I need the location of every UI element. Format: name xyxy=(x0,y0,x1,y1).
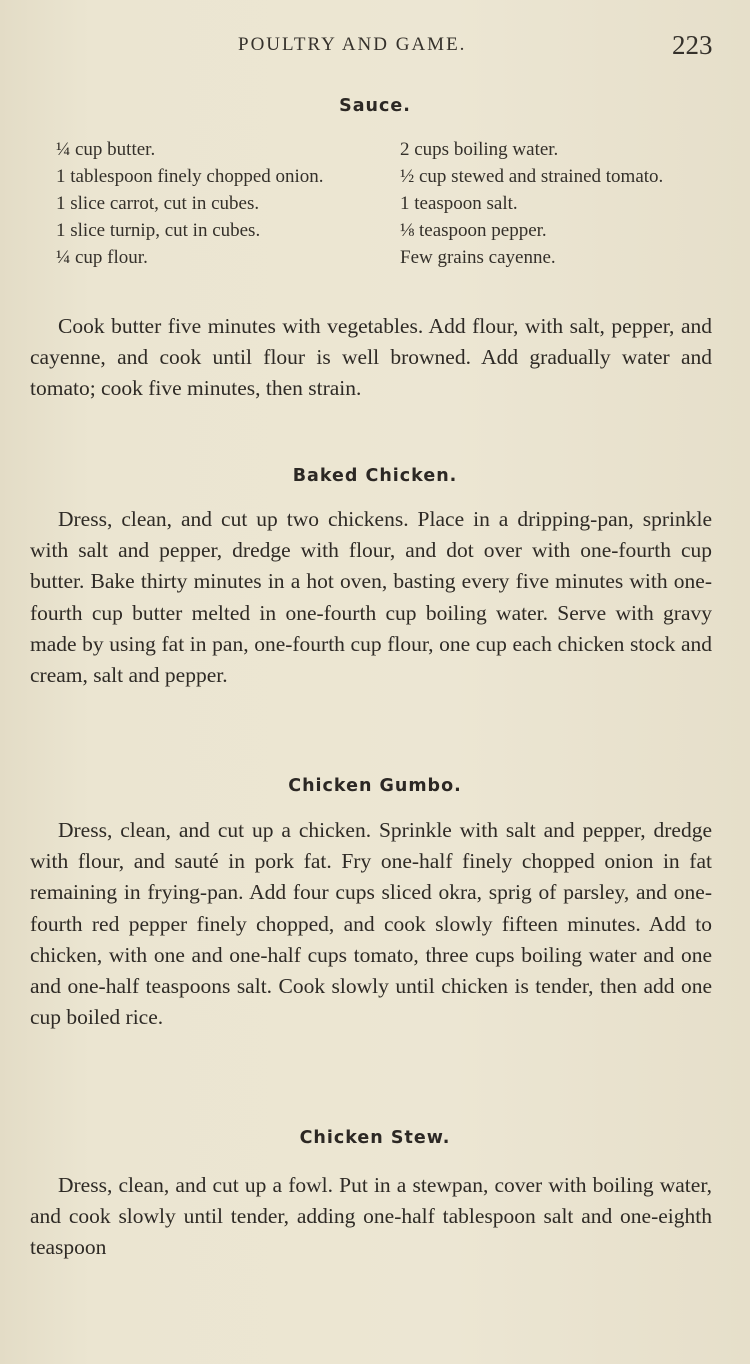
ingredient-item: ¼ cup flour. xyxy=(56,247,148,268)
ingredient-item: 1 tablespoon finely chopped onion. xyxy=(56,166,324,187)
section-heading-sauce: Sauce. xyxy=(339,96,411,116)
ingredient-list-right xyxy=(400,136,720,271)
section-heading-chicken-gumbo: Chicken Gumbo. xyxy=(288,776,462,796)
baked-chicken-method-paragraph: Dress, clean, and cut up two chickens. Place in a dripping-pan, sprinkle with salt and pepper, dredge with flour, and dot over with one-fourth cup butter. Bake thirty minutes in a hot oven, basting every five minutes with one-fourth cup butter melted in one-fourth cup boiling water. Serve with gravy made by using fat in pan, one-fourth cup flour, one cup each chicken stock and cream, salt and pepper. xyxy=(30,507,712,688)
section-heading-chicken-stew: Chicken Stew. xyxy=(299,1128,451,1148)
ingredient-item: 1 slice turnip, cut in cubes. xyxy=(56,220,261,241)
sauce-method-paragraph: Cook butter five minutes with vegetables. Add flour, with salt, pepper, and cayenne, and cook until flour is well browned. Add gradually water and tomato; cook five minutes, then strain. xyxy=(30,314,712,401)
ingredient-list-left xyxy=(56,136,376,271)
ingredient-item: ½ cup stewed and strained tomato. xyxy=(400,166,664,187)
ingredient-item: 1 slice carrot, cut in cubes. xyxy=(56,193,260,214)
running-title: POULTRY AND GAME. xyxy=(238,34,467,55)
ingredient-item: 2 cups boiling water. xyxy=(400,139,559,160)
running-header xyxy=(0,30,750,60)
chicken-gumbo-method-paragraph: Dress, clean, and cut up a chicken. Sprinkle with salt and pepper, dredge with flour, and sauté in pork fat. Fry one-half finely chopped onion in fat remaining in frying-pan. Add four cups sliced okra, sprig of parsley, and one-fourth red pepper finely chopped, and cook slowly fifteen minutes. Add to chicken, with one and one-half cups tomato, three cups boiling water and one and one-half teaspoons salt. Cook slowly until chicken is tender, then add one cup boiled rice. xyxy=(30,818,712,1030)
chicken-stew-method-paragraph: Dress, clean, and cut up a fowl. Put in a stewpan, cover with boiling water, and cook slowly until tender, adding one-half tablespoon salt and one-eighth teaspoon xyxy=(30,1173,712,1260)
section-heading-baked-chicken: Baked Chicken. xyxy=(292,466,458,486)
ingredient-item: Few grains cayenne. xyxy=(400,247,556,268)
ingredient-item: ⅛ teaspoon pepper. xyxy=(400,220,547,241)
ingredient-item: 1 teaspoon salt. xyxy=(400,193,518,214)
page-number: 223 xyxy=(672,30,713,60)
ingredient-item: ¼ cup butter. xyxy=(56,139,156,160)
